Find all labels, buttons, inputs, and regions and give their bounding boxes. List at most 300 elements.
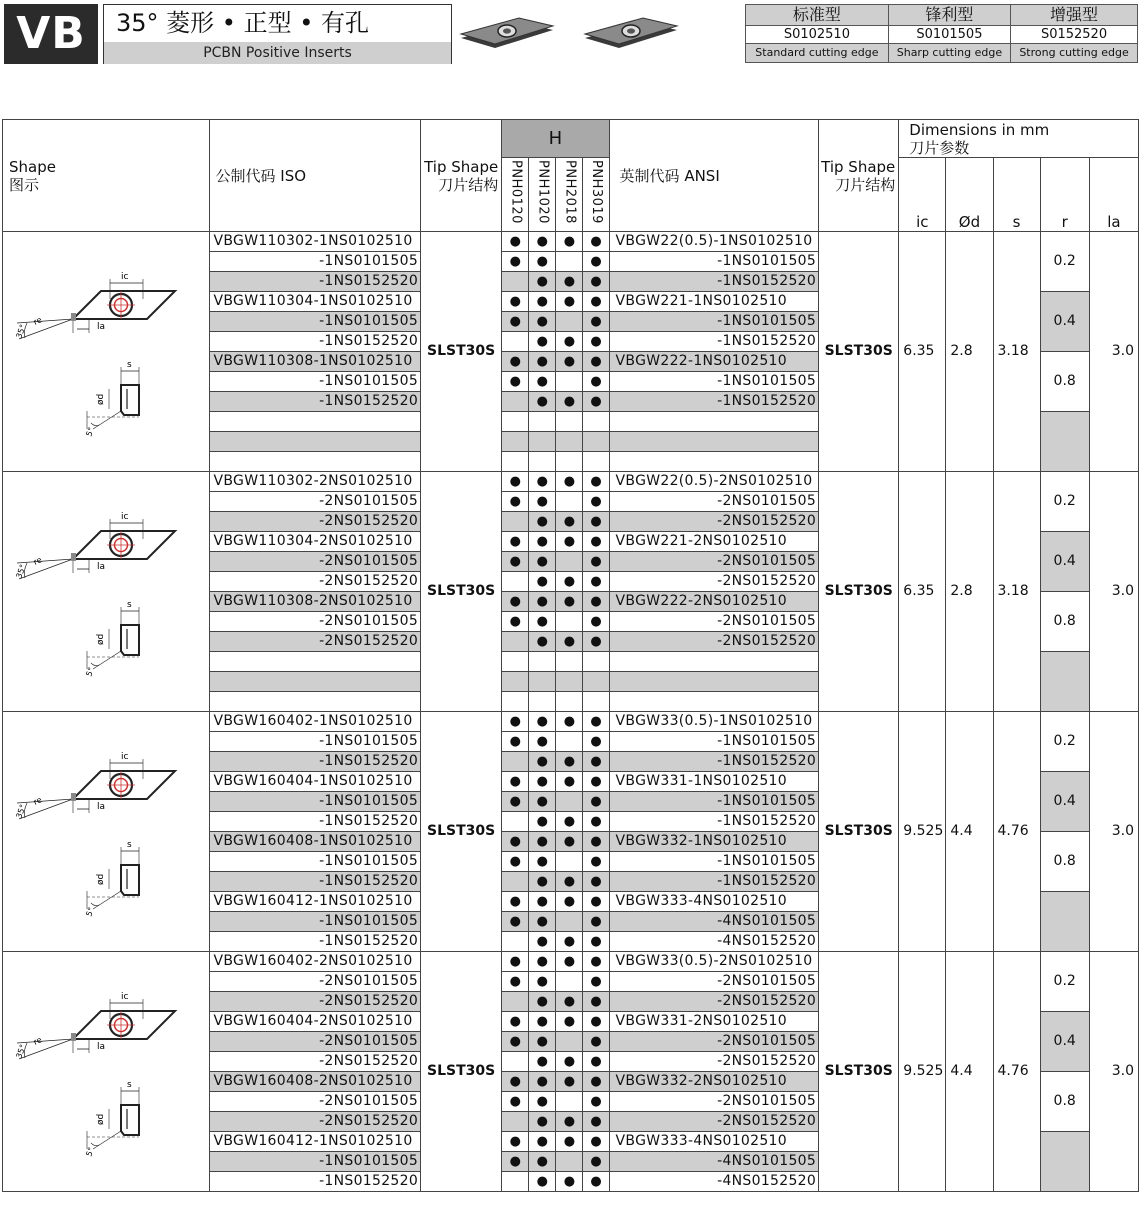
dim-r: 0.4 bbox=[1040, 532, 1089, 592]
grade-availability: ● bbox=[502, 1032, 529, 1052]
grade-availability: ● bbox=[556, 292, 583, 312]
grade-availability: ● bbox=[556, 1172, 583, 1192]
grade-availability bbox=[502, 432, 529, 452]
iso-code: -1NS0101505 bbox=[209, 732, 421, 752]
ansi-code bbox=[609, 412, 819, 432]
iso-code: -1NS0101505 bbox=[209, 792, 421, 812]
grade-availability: ● bbox=[556, 1112, 583, 1132]
dim-r: 0.4 bbox=[1040, 772, 1089, 832]
iso-code: -2NS0101505 bbox=[209, 1092, 421, 1112]
grade-availability: ● bbox=[529, 712, 556, 732]
iso-code: VBGW160404-1NS0102510 bbox=[209, 772, 421, 792]
tip-shape-cell: SLST30S bbox=[421, 712, 502, 952]
iso-code: -1NS0152520 bbox=[209, 332, 421, 352]
grade-availability bbox=[556, 652, 583, 672]
grade-availability bbox=[583, 412, 609, 432]
table-row bbox=[3, 712, 1139, 732]
ansi-code: VBGW33(0.5)-1NS0102510 bbox=[609, 712, 819, 732]
dim-r bbox=[1040, 1132, 1089, 1192]
ansi-code: -4NS0101505 bbox=[609, 912, 819, 932]
grade-availability bbox=[502, 1052, 529, 1072]
ansi-code: VBGW333-4NS0102510 bbox=[609, 892, 819, 912]
grade-availability: ● bbox=[502, 832, 529, 852]
grade-availability: ● bbox=[556, 532, 583, 552]
s-label: s bbox=[127, 359, 132, 370]
grade-code: S0152520 bbox=[1011, 26, 1138, 44]
dim-r bbox=[1040, 892, 1089, 952]
shape-header-en: Shape bbox=[9, 157, 56, 176]
grade-availability: ● bbox=[529, 632, 556, 652]
grade-availability: ● bbox=[556, 812, 583, 832]
grade-col-header: PNH0120 bbox=[502, 158, 529, 232]
ansi-code: -2NS0101505 bbox=[609, 1032, 819, 1052]
grade-availability: ● bbox=[583, 552, 609, 572]
tip-shape-cell: SLST30S bbox=[819, 472, 899, 712]
grade-availability: ● bbox=[529, 1032, 556, 1052]
grade-availability: ● bbox=[556, 352, 583, 372]
ansi-code: VBGW332-2NS0102510 bbox=[609, 1072, 819, 1092]
title-box bbox=[103, 4, 452, 64]
grade-availability: ● bbox=[502, 852, 529, 872]
insert-shape-diagram bbox=[3, 959, 203, 1179]
dim-la: 3.0 bbox=[1089, 232, 1138, 472]
grade-availability: ● bbox=[556, 772, 583, 792]
grade-availability bbox=[556, 492, 583, 512]
grade-availability bbox=[529, 412, 556, 432]
ic-label: ic bbox=[121, 991, 129, 1002]
ansi-code: -1NS0152520 bbox=[609, 752, 819, 772]
ansi-code: -1NS0152520 bbox=[609, 812, 819, 832]
grade-availability: ● bbox=[583, 1172, 609, 1192]
grade-availability: ● bbox=[529, 912, 556, 932]
insert-icon bbox=[461, 18, 553, 48]
dim-col-d: Ød bbox=[946, 158, 993, 232]
grade-availability bbox=[502, 1112, 529, 1132]
grade-availability: ● bbox=[529, 832, 556, 852]
grade-availability: ● bbox=[556, 1132, 583, 1152]
grade-availability bbox=[502, 932, 529, 952]
ansi-header bbox=[609, 120, 819, 232]
insert-icon bbox=[585, 18, 677, 48]
grade-availability: ● bbox=[556, 272, 583, 292]
dim-r: 0.8 bbox=[1040, 352, 1089, 412]
dim-r: 0.4 bbox=[1040, 292, 1089, 352]
ansi-code: VBGW331-1NS0102510 bbox=[609, 772, 819, 792]
ansi-code: -1NS0152520 bbox=[609, 332, 819, 352]
grade-availability bbox=[583, 672, 609, 692]
ansi-code: VBGW22(0.5)-2NS0102510 bbox=[609, 472, 819, 492]
iso-code: -2NS0152520 bbox=[209, 992, 421, 1012]
dim-d: 2.8 bbox=[946, 232, 993, 472]
ansi-code: -2NS0101505 bbox=[609, 492, 819, 512]
grade-availability: ● bbox=[529, 1112, 556, 1132]
grade-availability bbox=[529, 452, 556, 472]
grade-availability: ● bbox=[583, 932, 609, 952]
grade-availability: ● bbox=[529, 812, 556, 832]
product-table bbox=[2, 119, 1139, 1192]
insert-shape-diagram bbox=[3, 479, 203, 699]
re-label: re bbox=[32, 314, 44, 327]
grade-availability: ● bbox=[502, 792, 529, 812]
grade-availability: ● bbox=[583, 752, 609, 772]
ansi-code bbox=[609, 652, 819, 672]
table-row bbox=[3, 232, 1139, 252]
ansi-code bbox=[609, 672, 819, 692]
grade-availability: ● bbox=[502, 1132, 529, 1152]
dim-la: 3.0 bbox=[1089, 712, 1138, 952]
grade-type: 锋利型 bbox=[888, 5, 1010, 26]
ansi-code: VBGW221-2NS0102510 bbox=[609, 532, 819, 552]
grade-availability: ● bbox=[529, 532, 556, 552]
tip-shape-header-en: Tip Shape bbox=[424, 157, 499, 176]
tip-shape-header-2 bbox=[819, 120, 899, 232]
grade-legend-table bbox=[745, 4, 1138, 63]
iso-code: -2NS0101505 bbox=[209, 492, 421, 512]
iso-code: -2NS0152520 bbox=[209, 1052, 421, 1072]
grade-availability: ● bbox=[529, 372, 556, 392]
dim-la: 3.0 bbox=[1089, 952, 1138, 1192]
ansi-code: VBGW33(0.5)-2NS0102510 bbox=[609, 952, 819, 972]
grade-availability bbox=[556, 452, 583, 472]
ansi-code: -1NS0101505 bbox=[609, 732, 819, 752]
grade-availability bbox=[502, 872, 529, 892]
grade-availability: ● bbox=[556, 332, 583, 352]
iso-code bbox=[209, 432, 421, 452]
grade-availability: ● bbox=[529, 932, 556, 952]
grade-availability: ● bbox=[529, 792, 556, 812]
grade-availability: ● bbox=[502, 772, 529, 792]
iso-code: -1NS0152520 bbox=[209, 1172, 421, 1192]
iso-code: -2NS0101505 bbox=[209, 1032, 421, 1052]
iso-code: VBGW160408-1NS0102510 bbox=[209, 832, 421, 852]
dim-r: 0.2 bbox=[1040, 712, 1089, 772]
ansi-code: VBGW333-4NS0102510 bbox=[609, 1132, 819, 1152]
grade-availability: ● bbox=[529, 1092, 556, 1112]
ansi-code: -4NS0152520 bbox=[609, 1172, 819, 1192]
grade-availability bbox=[502, 272, 529, 292]
grade-availability: ● bbox=[583, 1012, 609, 1032]
table-row bbox=[3, 472, 1139, 492]
re-label: re bbox=[32, 794, 44, 807]
iso-code: VBGW160402-1NS0102510 bbox=[209, 712, 421, 732]
tip-shape-cell: SLST30S bbox=[421, 952, 502, 1192]
shape-cell bbox=[3, 472, 210, 712]
grade-availability: ● bbox=[556, 752, 583, 772]
grade-availability: ● bbox=[583, 992, 609, 1012]
insert-illustrations bbox=[457, 14, 697, 58]
grade-availability: ● bbox=[529, 852, 556, 872]
grade-availability bbox=[583, 432, 609, 452]
iso-header bbox=[209, 120, 421, 232]
dim-ic: 9.525 bbox=[899, 952, 946, 1192]
shape-header-cn: 图示 bbox=[9, 175, 40, 194]
grade-availability: ● bbox=[583, 792, 609, 812]
grade-availability: ● bbox=[556, 472, 583, 492]
grade-availability bbox=[556, 672, 583, 692]
grade-availability bbox=[556, 792, 583, 812]
grade-availability: ● bbox=[529, 1052, 556, 1072]
grade-availability bbox=[556, 372, 583, 392]
grade-availability: ● bbox=[529, 1072, 556, 1092]
grade-availability bbox=[583, 652, 609, 672]
dim-r: 0.8 bbox=[1040, 592, 1089, 652]
grade-availability: ● bbox=[583, 612, 609, 632]
angle-label: 35° bbox=[14, 1042, 28, 1060]
grade-availability: ● bbox=[583, 252, 609, 272]
od-label: ød bbox=[96, 633, 106, 645]
dim-la: 3.0 bbox=[1089, 472, 1138, 712]
iso-code bbox=[209, 692, 421, 712]
grade-availability bbox=[556, 912, 583, 932]
iso-code: -2NS0152520 bbox=[209, 632, 421, 652]
grade-availability bbox=[502, 692, 529, 712]
series-badge: VB bbox=[4, 4, 98, 64]
ansi-code: VBGW221-1NS0102510 bbox=[609, 292, 819, 312]
grade-availability: ● bbox=[502, 372, 529, 392]
grade-availability: ● bbox=[556, 932, 583, 952]
grade-availability: ● bbox=[556, 392, 583, 412]
grade-availability bbox=[502, 672, 529, 692]
grade-availability: ● bbox=[583, 632, 609, 652]
ansi-code: -2NS0101505 bbox=[609, 1092, 819, 1112]
grade-availability: ● bbox=[583, 872, 609, 892]
grade-availability: ● bbox=[556, 632, 583, 652]
grade-availability: ● bbox=[502, 232, 529, 252]
dim-s: 3.18 bbox=[993, 232, 1040, 472]
ansi-code: -2NS0152520 bbox=[609, 512, 819, 532]
grade-type: 增强型 bbox=[1011, 5, 1138, 26]
grade-availability bbox=[502, 812, 529, 832]
grade-availability: ● bbox=[583, 832, 609, 852]
iso-code: -1NS0101505 bbox=[209, 312, 421, 332]
iso-code: -1NS0152520 bbox=[209, 392, 421, 412]
la-label: la bbox=[97, 561, 106, 572]
grade-availability bbox=[556, 1092, 583, 1112]
ansi-code: VBGW222-2NS0102510 bbox=[609, 592, 819, 612]
iso-code: -1NS0101505 bbox=[209, 252, 421, 272]
grade-availability: ● bbox=[583, 312, 609, 332]
od-label: ød bbox=[96, 1113, 106, 1125]
tip-shape-cell: SLST30S bbox=[421, 472, 502, 712]
ansi-code: -2NS0152520 bbox=[609, 572, 819, 592]
ic-label: ic bbox=[121, 511, 129, 522]
grade-desc: Sharp cutting edge bbox=[888, 44, 1010, 63]
grade-availability: ● bbox=[583, 732, 609, 752]
iso-code: VBGW110308-2NS0102510 bbox=[209, 592, 421, 612]
ansi-code: -1NS0101505 bbox=[609, 852, 819, 872]
grade-col-header: PNH3019 bbox=[583, 158, 609, 232]
ansi-code: VBGW331-2NS0102510 bbox=[609, 1012, 819, 1032]
grade-availability bbox=[556, 552, 583, 572]
grade-availability: ● bbox=[556, 712, 583, 732]
clearance-label: 5° bbox=[84, 665, 96, 678]
grade-availability: ● bbox=[556, 232, 583, 252]
grade-availability bbox=[502, 652, 529, 672]
grade-availability bbox=[502, 752, 529, 772]
clearance-label: 5° bbox=[84, 1145, 96, 1158]
iso-code: VBGW160402-2NS0102510 bbox=[209, 952, 421, 972]
grade-availability bbox=[556, 852, 583, 872]
grade-availability bbox=[502, 632, 529, 652]
grade-availability: ● bbox=[556, 832, 583, 852]
shape-header bbox=[3, 120, 210, 232]
grade-availability: ● bbox=[583, 1072, 609, 1092]
grade-availability: ● bbox=[502, 912, 529, 932]
ansi-code: -1NS0101505 bbox=[609, 372, 819, 392]
grade-availability: ● bbox=[529, 772, 556, 792]
iso-code bbox=[209, 452, 421, 472]
grade-availability: ● bbox=[556, 992, 583, 1012]
iso-code: VBGW110304-1NS0102510 bbox=[209, 292, 421, 312]
shape-cell bbox=[3, 952, 210, 1192]
grade-availability: ● bbox=[529, 1132, 556, 1152]
grade-availability bbox=[529, 432, 556, 452]
grade-availability bbox=[529, 672, 556, 692]
grade-availability bbox=[556, 412, 583, 432]
grade-availability: ● bbox=[556, 592, 583, 612]
grade-availability bbox=[502, 332, 529, 352]
grade-availability: ● bbox=[502, 892, 529, 912]
tip-shape-header bbox=[421, 120, 502, 232]
ansi-code: -2NS0152520 bbox=[609, 992, 819, 1012]
la-label: la bbox=[97, 801, 106, 812]
ansi-code: -1NS0152520 bbox=[609, 872, 819, 892]
grade-code: S0102510 bbox=[746, 26, 889, 44]
iso-code: VBGW160412-1NS0102510 bbox=[209, 892, 421, 912]
grade-availability: ● bbox=[529, 572, 556, 592]
grade-availability: ● bbox=[502, 592, 529, 612]
grade-col-header: PNH2018 bbox=[556, 158, 583, 232]
iso-code: -1NS0152520 bbox=[209, 272, 421, 292]
grade-availability: ● bbox=[529, 972, 556, 992]
dim-r: 0.8 bbox=[1040, 1072, 1089, 1132]
ic-label: ic bbox=[121, 271, 129, 282]
iso-code: VBGW160404-2NS0102510 bbox=[209, 1012, 421, 1032]
iso-code: -1NS0101505 bbox=[209, 1152, 421, 1172]
grade-availability: ● bbox=[502, 1092, 529, 1112]
s-label: s bbox=[127, 839, 132, 850]
grade-availability bbox=[556, 612, 583, 632]
grade-desc: Strong cutting edge bbox=[1011, 44, 1138, 63]
grade-availability: ● bbox=[556, 1012, 583, 1032]
grade-availability: ● bbox=[502, 612, 529, 632]
grade-availability: ● bbox=[529, 352, 556, 372]
grade-availability: ● bbox=[583, 1152, 609, 1172]
dim-col-la: la bbox=[1089, 158, 1138, 232]
tip-shape-cell: SLST30S bbox=[819, 232, 899, 472]
iso-code: -1NS0101505 bbox=[209, 852, 421, 872]
tip-shape-cell: SLST30S bbox=[819, 952, 899, 1192]
grade-availability: ● bbox=[529, 612, 556, 632]
grade-availability: ● bbox=[583, 352, 609, 372]
ansi-code: -2NS0101505 bbox=[609, 552, 819, 572]
grade-availability: ● bbox=[583, 952, 609, 972]
iso-code: -1NS0152520 bbox=[209, 932, 421, 952]
dim-ic: 6.35 bbox=[899, 472, 946, 712]
angle-label: 35° bbox=[14, 322, 28, 340]
dim-col-ic: ic bbox=[899, 158, 946, 232]
ansi-code: VBGW332-1NS0102510 bbox=[609, 832, 819, 852]
ansi-code: -1NS0101505 bbox=[609, 312, 819, 332]
ansi-code: VBGW22(0.5)-1NS0102510 bbox=[609, 232, 819, 252]
la-label: la bbox=[97, 1041, 106, 1052]
grade-col-header: PNH1020 bbox=[529, 158, 556, 232]
grade-availability bbox=[502, 512, 529, 532]
grade-availability: ● bbox=[583, 812, 609, 832]
iso-code: VBGW160408-2NS0102510 bbox=[209, 1072, 421, 1092]
grade-availability: ● bbox=[529, 872, 556, 892]
grade-availability: ● bbox=[583, 1092, 609, 1112]
grade-availability: ● bbox=[529, 1152, 556, 1172]
iso-code: -2NS0152520 bbox=[209, 572, 421, 592]
iso-code: VBGW110302-2NS0102510 bbox=[209, 472, 421, 492]
ansi-code: -2NS0101505 bbox=[609, 972, 819, 992]
grade-availability: ● bbox=[502, 252, 529, 272]
dim-r bbox=[1040, 412, 1089, 472]
h-group-header: H bbox=[502, 120, 609, 158]
grade-availability bbox=[556, 732, 583, 752]
shape-cell bbox=[3, 232, 210, 472]
grade-availability: ● bbox=[529, 752, 556, 772]
iso-code bbox=[209, 412, 421, 432]
grade-availability: ● bbox=[556, 512, 583, 532]
grade-availability: ● bbox=[583, 292, 609, 312]
grade-availability: ● bbox=[583, 372, 609, 392]
grade-availability bbox=[556, 692, 583, 712]
grade-availability: ● bbox=[502, 732, 529, 752]
grade-availability: ● bbox=[529, 892, 556, 912]
grade-availability: ● bbox=[529, 1172, 556, 1192]
grade-availability: ● bbox=[583, 492, 609, 512]
grade-availability bbox=[556, 312, 583, 332]
grade-availability: ● bbox=[583, 852, 609, 872]
ansi-code: -4NS0101505 bbox=[609, 1152, 819, 1172]
grade-availability: ● bbox=[583, 1132, 609, 1152]
dim-r: 0.2 bbox=[1040, 232, 1089, 292]
ansi-code: -1NS0101505 bbox=[609, 792, 819, 812]
grade-availability: ● bbox=[583, 472, 609, 492]
grade-availability: ● bbox=[583, 912, 609, 932]
grade-availability: ● bbox=[502, 492, 529, 512]
dim-ic: 9.525 bbox=[899, 712, 946, 952]
grade-availability: ● bbox=[583, 772, 609, 792]
dim-col-s: s bbox=[993, 158, 1040, 232]
grade-availability: ● bbox=[583, 272, 609, 292]
grade-availability: ● bbox=[529, 492, 556, 512]
ansi-code: -1NS0152520 bbox=[609, 272, 819, 292]
ansi-code: -2NS0152520 bbox=[609, 632, 819, 652]
dimensions-header bbox=[899, 120, 1139, 158]
grade-availability bbox=[556, 252, 583, 272]
iso-code: -2NS0101505 bbox=[209, 972, 421, 992]
page-subtitle: PCBN Positive Inserts bbox=[104, 42, 451, 64]
grade-availability: ● bbox=[502, 292, 529, 312]
grade-availability: ● bbox=[583, 1032, 609, 1052]
grade-availability: ● bbox=[529, 392, 556, 412]
grade-availability: ● bbox=[556, 872, 583, 892]
grade-availability: ● bbox=[502, 472, 529, 492]
iso-code: -2NS0152520 bbox=[209, 1112, 421, 1132]
grade-availability: ● bbox=[502, 352, 529, 372]
grade-availability bbox=[556, 972, 583, 992]
grade-availability: ● bbox=[556, 892, 583, 912]
dim-s: 4.76 bbox=[993, 712, 1040, 952]
ansi-code bbox=[609, 452, 819, 472]
ansi-code: -4NS0152520 bbox=[609, 932, 819, 952]
grade-availability: ● bbox=[556, 1072, 583, 1092]
tip-shape-header-cn: 刀片结构 bbox=[835, 175, 896, 194]
iso-header-text: 公制代码 ISO bbox=[215, 166, 307, 185]
